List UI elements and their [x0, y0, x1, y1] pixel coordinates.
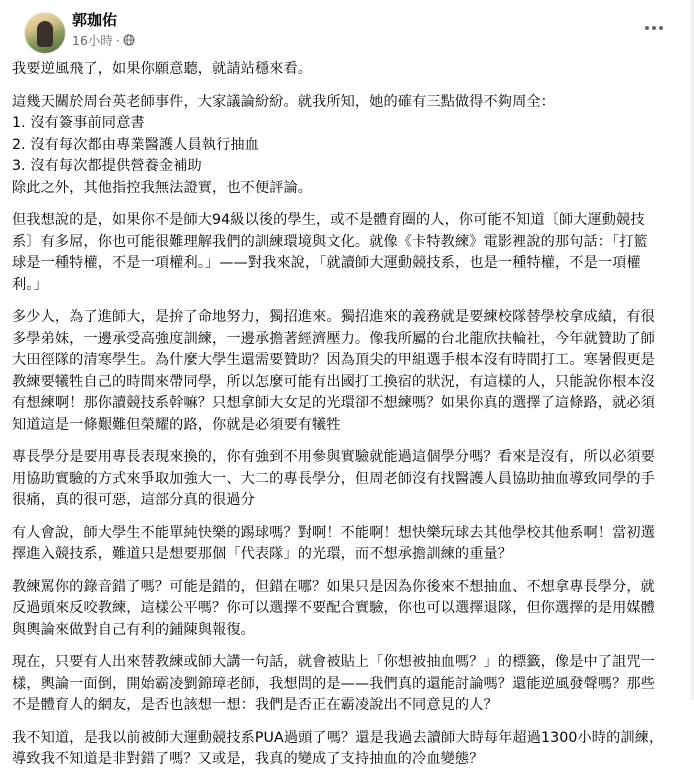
post-text-line: 利。」 — [12, 276, 48, 293]
post-body — [12, 59, 684, 782]
post-meta — [72, 31, 135, 49]
post-text-line: 擇進入競技系，難道只是想要那個「代表隊」的光環，而不想承擔訓練的重量？ — [12, 546, 513, 562]
globe-icon[interactable] — [123, 34, 135, 46]
post-paragraph — [12, 210, 684, 296]
more-horizontal-icon[interactable] — [638, 16, 670, 40]
post-paragraph — [12, 728, 684, 771]
post-text-line: 球是一種特權，不是一項權利。」——對我來說，「就讀師大運動競技系，也是一種特權，不是一項權 — [12, 255, 641, 271]
post-text-line: 教練罵你的錄音錯了嗎？可能是錯的，但錯在哪？如果只是因為你後來不想抽血、不想拿專長學分，就 — [12, 578, 655, 595]
post-text-line: 我要逆風飛了，如果你願意聽，就請站穩來看。 — [12, 61, 313, 77]
post-text-line: 不是體育人的網友，是否也該想一想：我們是否正在霸凌說出不同意見的人？ — [12, 697, 498, 713]
post-text-line: 知道這是一條艱難但榮耀的路，你就是必須要有犧牲 — [12, 416, 341, 433]
post-paragraph — [12, 447, 684, 512]
post-text-line: 樣，輿論一面倒，開始霸凌劉錦璋老師，我想問的是——我們真的還能討論嗎？還能逆風發聲嗎？那些 — [12, 675, 655, 692]
post-text-line: 教練要犧牲自己的時間來帶同學，所以怎麼可能有出國打工換宿的狀況，有這樣的人，只能說你根本沒 — [12, 373, 655, 390]
post-text-line: 有人會說，師大學生不能單純快樂的踢球嗎？對啊！不能啊！想快樂玩球去其他學校其他系啊！當初選 — [12, 524, 655, 541]
post-text-line: 有想練啊！那你讀競技系幹嘛？只想拿師大女足的光環卻不想練嗎？如果你真的選擇了這條路，就必須 — [12, 395, 655, 411]
post-text-line: 多學弟妹，一邊承受高強度訓練，一邊承擔著經濟壓力。像我所屬的台北龍欣扶輪社，今年就贊助了師 — [12, 330, 655, 347]
meta-separator: · — [115, 32, 120, 48]
post-text-line: 很痛，真的很可惡，這部分真的很過分 — [12, 492, 255, 508]
post-text-line: 我不知道，是我以前被師大運動競技系PUA過頭了嗎？還是我過去讀師大時每年超過1300小時的訓練， — [12, 729, 664, 746]
post-text-line: 系〕有多屌，你也可能很難理解我們的訓練環境與文化。就像《卡特教練》電影裡說的那句話：「打籃 — [12, 233, 648, 250]
post-text-line: 但我想說的是，如果你不是師大94級以後的學生，或不是體育圈的人，你可能不知道〔師大運動競技 — [12, 212, 645, 228]
timestamp[interactable]: 16小時 — [72, 33, 113, 48]
post-text-line: 多少人，為了進師大，是拚了命地努力，獨招進來。獨招進來的義務就是要練校隊替學校拿成績，有很 — [12, 309, 655, 325]
post-text-line: 專長學分是要用專長表現來換的，你有強到不用參與實驗就能過這個學分嗎？看來是沒有，所以必須要 — [12, 449, 655, 465]
post-paragraph — [12, 652, 684, 717]
post-text-line: 與輿論來做對自己有利的鋪陳與報復。 — [12, 621, 255, 638]
post-paragraph — [12, 92, 684, 200]
post-text-line: 導致我不知道是非對錯了嗎？又或是，我真的變成了支持抽血的冷血變態？ — [12, 751, 484, 767]
post-header — [12, 0, 682, 54]
post-paragraph — [12, 577, 684, 642]
post-text-line: 3. 沒有每次都提供營養金補助 — [12, 158, 202, 174]
post-text-line: 除此之外，其他指控我無法證實，也不便評論。 — [12, 179, 313, 196]
post-text-line: 用協助實驗的方式來爭取加強大一、大二的專長學分，但周老師沒有找醫護人員協助抽血導致同學的手 — [12, 470, 655, 487]
post-text-line: 反過頭來反咬教練，這樣公平嗎？你可以選擇不要配合實驗，你也可以選擇退隊，但你選擇的是用媒體 — [12, 600, 655, 616]
post-paragraph — [12, 523, 684, 566]
author-name[interactable]: 郭珈佑 — [72, 11, 118, 29]
scrollbar[interactable] — [690, 0, 694, 700]
post-paragraph — [12, 59, 684, 81]
post-text-line: 大田徑隊的清寒學生。為什麼大學生還需要贊助？因為頂尖的甲組選手根本沒有時間打工。寒暑假更是 — [12, 352, 655, 368]
post-paragraph — [12, 307, 684, 436]
post-text-line: 這幾天關於周台英老師事件，大家議論紛紛。就我所知，她的確有三點做得不夠周全： — [12, 93, 555, 110]
post-text-line: 現在，只要有人出來替教練或師大講一句話，就會被貼上「你想被抽血嗎？」的標籤，像是中了詛咒一 — [12, 654, 655, 670]
post-text-line: 2. 沒有每次都由專業醫護人員執行抽血 — [12, 136, 259, 153]
post-text-line: 1. 沒有簽事前同意書 — [12, 115, 145, 131]
avatar[interactable] — [24, 12, 66, 54]
